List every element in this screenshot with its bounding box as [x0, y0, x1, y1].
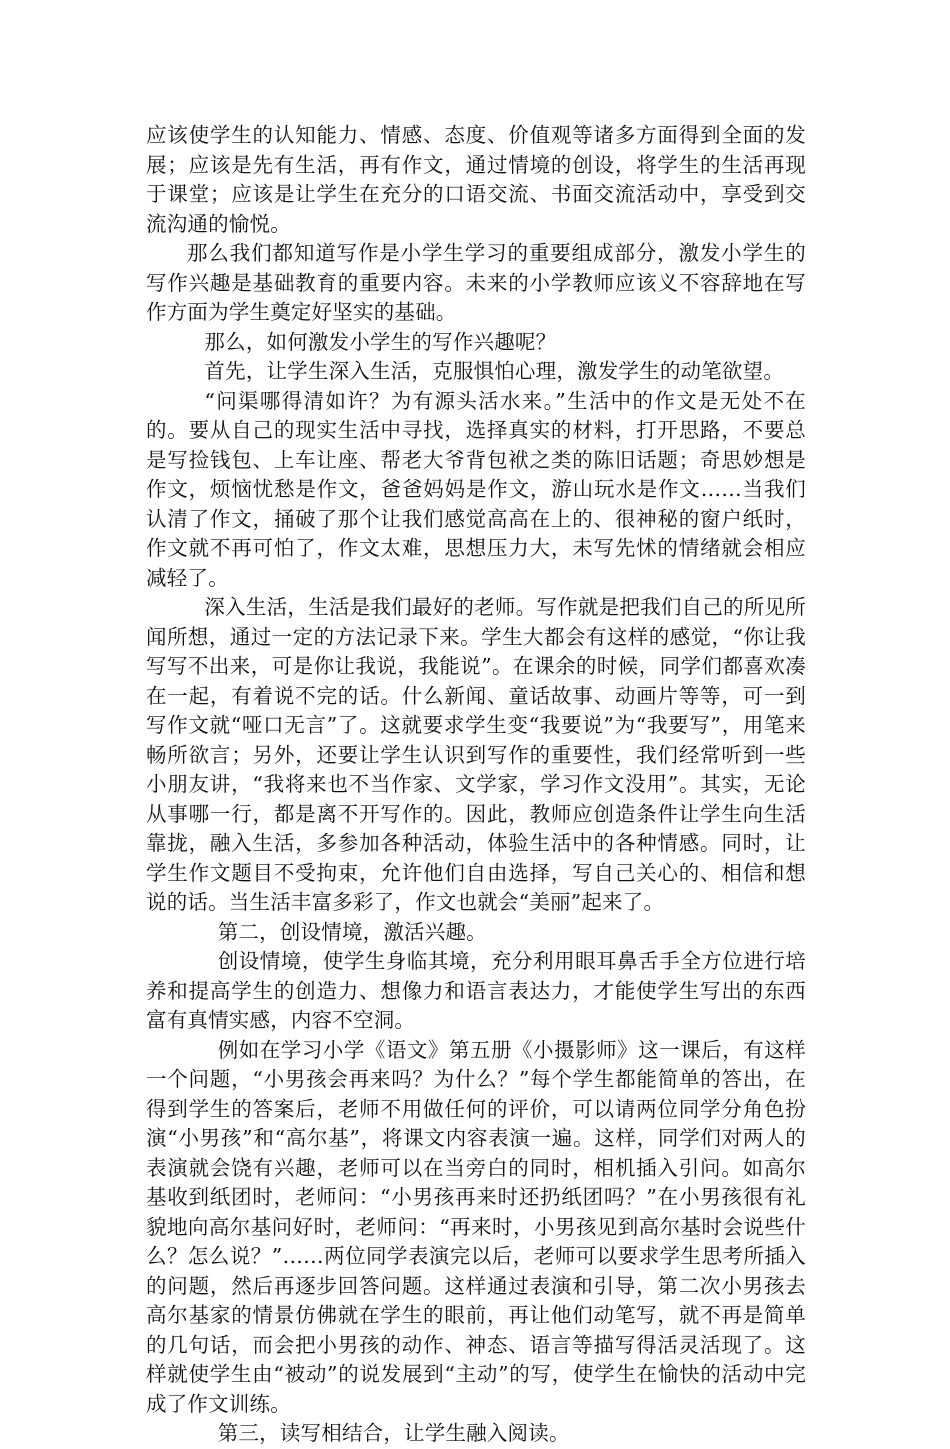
paragraph-third-point: 第三，读写相结合，让学生融入阅读。 — [217, 1421, 570, 1445]
paragraph-second-point: 第二，创设情境，激活兴趣。 — [217, 919, 487, 944]
paragraph-example: 例如在学习小学《语文》第五册《小摄影师》这一课后，有这样一个问题，“小男孩会再来吗？为什么？”每个学生都能简单的答出，在得到学生的答案后，老师不用做任何的评价，可以请两位同学分角色扮演“小男孩”和“高尔基”，将课文内容表演一遍。这样，同学们对两人的表演就会饶有兴趣，老师可以在当旁白的同时，相机插入引问。如高尔基收到纸团时，老师问：“小男孩再来时还扔纸团吗？”在小男孩很有礼貌地向高尔基问好时，老师问：“再来时，小男孩见到高尔基时会说些什么？怎么说？”……两位同学表演完以后，老师可以要求学生思考所插入的问题，然后再逐步回答问题。这样通过表演和引导，第二次小男孩去高尔基家的情景仿佛就在学生的眼前，再让他们动笔写，就不再是简单的几句话，而会把小男孩的动作、神态、语言等描写得活灵活现了。这样就使学生由“被动”的说发展到“主动”的写，使学生在愉快的活动中完成了作文训练。 — [146, 1037, 806, 1416]
paragraph-poem-quote: “问渠哪得清如许？为有源头活水来。”生活中的作文是无处不在的。要从自己的现实生活中寻找，选择真实的材料，打开思路，不要总是写捡钱包、上车让座、帮老大爷背包袱之类的陈旧话题；奇思妙想是作文，烦恼忧愁是作文，爸爸妈妈是作文，游山玩水是作文……当我们认清了作文，捅破了那个让我们感觉高高在上的、很神秘的窗户纸时，作文就不再可怕了，作文太难，思想压力大，未写先怵的情绪就会相应减轻了。 — [146, 388, 806, 590]
paragraph-question: 那么，如何激发小学生的写作兴趣呢？ — [204, 329, 557, 354]
paragraph-continuation: 应该使学生的认知能力、情感、态度、价值观等诸多方面得到全面的发展；应该是先有生活，再有作文，通过情境的创设，将学生的生活再现于课堂；应该是让学生在充分的口语交流、书面交流活动中，享受到交流沟通的愉悦。 — [146, 123, 806, 236]
paragraph-create-scene: 创设情境，使学生身临其境，充分利用眼耳鼻舌手全方位进行培养和提高学生的创造力、想像力和语言表达力，才能使学生写出的东西富有真情实感，内容不空洞。 — [146, 949, 806, 1032]
paragraph-writing-importance: 那么我们都知道写作是小学生学习的重要组成部分，激发小学生的写作兴趣是基础教育的重要内容。未来的小学教师应该义不容辞地在写作方面为学生奠定好坚实的基础。 — [146, 241, 806, 324]
paragraph-deep-life: 深入生活，生活是我们最好的老师。写作就是把我们自己的所见所闻所想，通过一定的方法记录下来。学生大都会有这样的感觉，“你让我写写不出来，可是你让我说，我能说”。在课余的时候，同学们都喜欢凑在一起，有着说不完的话。什么新闻、童话故事、动画片等等，可一到写作文就“哑口无言”了。这就要求学生变“我要说”为“我要写”，用笔来畅所欲言；另外，还要让学生认识到写作的重要性，我们经常听到一些小朋友讲，“我将来也不当作家、文学家，学习作文没用”。其实，无论从事哪一行，都是离不开写作的。因此，教师应创造条件让学生向生活靠拢，融入生活，多参加各种活动，体验生活中的各种情感。同时，让学生作文题目不受拘束，允许他们自由选择，写自己关心的、相信和想说的话。当生活丰富多彩了，作文也就会“美丽”起来了。 — [146, 595, 806, 914]
body-text — [146, 121, 806, 1449]
paragraph-first-point: 首先，让学生深入生活，克服惧怕心理，激发学生的动笔欲望。 — [204, 359, 785, 383]
